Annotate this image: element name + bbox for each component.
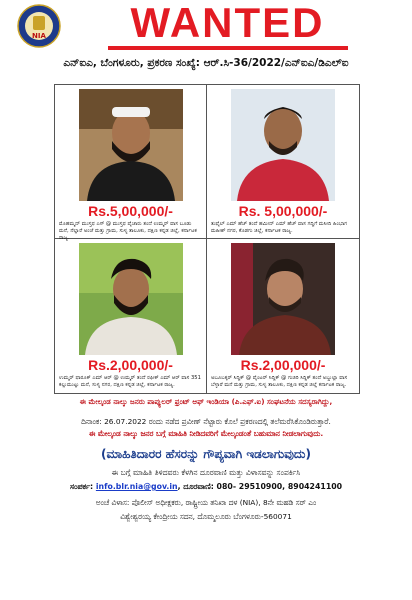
confidentiality-notice: (ಮಾಹಿತಿದಾರರ ಹೆಸರನ್ನು ಗೌಪ್ಯವಾಗಿ ಇಡಲಾಗುವುದು)	[101, 447, 311, 461]
notice-line-3: ಈ ಮೇಲ್ಕಂಡ ನಾಲ್ಕು ಜನರ ಬಗ್ಗೆ ಮಾಹಿತಿ ನೀಡಿದವರಿಗೆ ಮೇಲ್ಕಂಡಂತೆ ಬಹುಮಾನ ನೀಡಲಾಗುವುದು.	[88, 429, 324, 438]
address-line-2: ವಿಶ್ವೇಶ್ವರಯ್ಯ ಕೇಂದ್ರೀಯ ಸದನ, ದೊಮ್ಮಲೂರು ಬೆಂಗಳೂರು-560071	[120, 512, 292, 521]
email-link[interactable]: info.blr.nia@gov.in	[95, 482, 178, 491]
case-number: ಎನ್ಐಎ, ಬೆಂಗಳೂರು, ಪ್ರಕರಣ ಸಂಖ್ಯೆ: ಆರ್.ಸಿ-36/2022/ಎನ್ಐಎ/ಡಿಎಲ್ಐ	[63, 57, 349, 69]
contact-heading: ಈ ಬಗ್ಗೆ ಮಾಹಿತಿ ತಿಳಿದವರು ಕೆಳಗಿನ ದೂರವಾಣಿ ಮತ್ತು ವಿಳಾಸವನ್ನು ಸಂಪರ್ಕಿಸಿ	[111, 468, 301, 477]
suspect-description: ಅಬೂಬಕ್ಕರ್ ಸಿದ್ದಿಕ್ @ ಪೈಂಟರ್ ಸಿದ್ದಿಕ್ @ ಗುಜಿರಿ ಸಿದ್ದಿಕ್ ತಂದೆ ಅಬ್ದುಲ್ಲಾ ವಾಸ ಬೆಳ್ಳಾರೆ ಮನೆ ಮತ್ತು ಗ್ರಾಮ, ಸುಳ್ಯ ತಾಲೂಕು, ದಕ್ಷಿಣ ಕನ್ನಡ ಜಿಲ್ಲೆ ಕರ್ನಾಟಕ ರಾಜ್ಯ.	[211, 375, 348, 388]
title-underline	[108, 46, 348, 50]
poster-header	[0, 0, 412, 56]
suspect-photo	[231, 89, 335, 201]
address-line-1: ಅಂಚೆ ವಿಳಾಸ: ಪೊಲೀಸ್ ಅಧೀಕ್ಷಕರು, ರಾಷ್ಟ್ರೀಯ ತನಿಖಾ ದಳ (NIA), 8ನೇ ಮಹಡಿ ಸರ್ ಎಂ	[95, 498, 317, 507]
notice-line-1: ಈ ಮೇಲ್ಕಂಡ ನಾಲ್ಕು ಜನರು ಪಾಪ್ಯುಲರ್ ಫ್ರಂಟ್ ಆಫ್ ಇಂಡಿಯಾ (ಪಿ.ಎಫ್.ಐ) ಸಂಘಟನೆಯ ಸದಸ್ಯರಾಗಿದ್ದು,	[79, 397, 333, 406]
suspect-card	[55, 85, 207, 239]
wanted-title: WANTED	[130, 0, 325, 46]
suspect-photo	[79, 243, 183, 355]
reward-amount: Rs.2,00,000/-	[240, 357, 326, 373]
suspect-card	[207, 85, 359, 239]
phone-numbers: 080- 29510900, 8904241100	[216, 482, 343, 491]
contact-info	[0, 482, 412, 492]
reward-amount: Rs.5,00,000/-	[88, 203, 173, 219]
reward-amount: Rs. 5,00,000/-	[238, 203, 328, 219]
suspect-photo	[79, 89, 183, 201]
suspect-card	[55, 239, 207, 393]
suspect-card	[207, 239, 359, 393]
suspects-grid	[54, 84, 360, 394]
phone-label: , ದೂರವಾಣಿ:	[177, 482, 214, 491]
suspect-photo	[231, 243, 335, 355]
nia-logo	[17, 4, 61, 48]
contact-label: ಸಂಪರ್ಕ:	[69, 482, 94, 491]
reward-amount: Rs.2,00,000/-	[88, 357, 173, 373]
notice-line-2: ದಿನಾಂಕ: 26.07.2022 ರಂದು ನಡೆದ ಪ್ರವೀಣ್ ನೆಟ್ಟಾರು ಕೊಲೆ ಪ್ರಕರಣದಲ್ಲಿ ತಲೆಮರೆಸಿಕೊಂಡಿರುತ್ತಾರೆ.	[81, 417, 331, 426]
svg-text:NIA: NIA	[32, 32, 46, 40]
suspect-description: ಮೊಹಮ್ಮದ್ ಮುಸ್ತಫ ಎಸ್ @ ಮುಸ್ತಫ ಪೈಚಾರು ತಂದೆ ಉಮ್ಮರ್ ವಾಸ ಬೂಡು ಮನೆ, ನೆಲ್ಲಾರೆ ಅಂಚೆ ಮತ್ತು ಗ್ರಾಮ, ಸುಳ್ಯ ತಾಲೂಕು, ದಕ್ಷಿಣ ಕನ್ನಡ ಜಿಲ್ಲೆ, ಕರ್ನಾಟಕ ರಾಜ್ಯ.	[59, 221, 197, 241]
suspect-description: ಉಮ್ಮರ್ ಫಾರೂಕ್ ಎಮ್ ಆರ್ @ ಉಮ್ಮರ್ ತಂದೆ ರಫೀಕ್ ಎಮ್ ಆರ್ ವಾಸ 351 ಕಲ್ಲುಮುಟ್ಲು ಮನೆ, ಸುಳ್ಯ ನಗರ, ದಕ್ಷಿಣ ಕನ್ನಡ ಜಿಲ್ಲೆ, ಕರ್ನಾಟಕ ರಾಜ್ಯ.	[59, 375, 201, 388]
suspect-description: ತುಫೈಲ್ ಎಮ್ ಹೆಚ್ ತಂದೆ ಹಮೀದ್ ಎಮ್ ಹೆಚ್ ವಾಸ ಗದ್ದಿಗೆ ಮಸೀದಿ ಹಿಂಭಾಗ ಮಹೀಶ್ ನಗರ, ಕೊಡಗು ಜಿಲ್ಲೆ, ಕರ್ನಾಟಕ ರಾಜ್ಯ.	[211, 221, 348, 234]
